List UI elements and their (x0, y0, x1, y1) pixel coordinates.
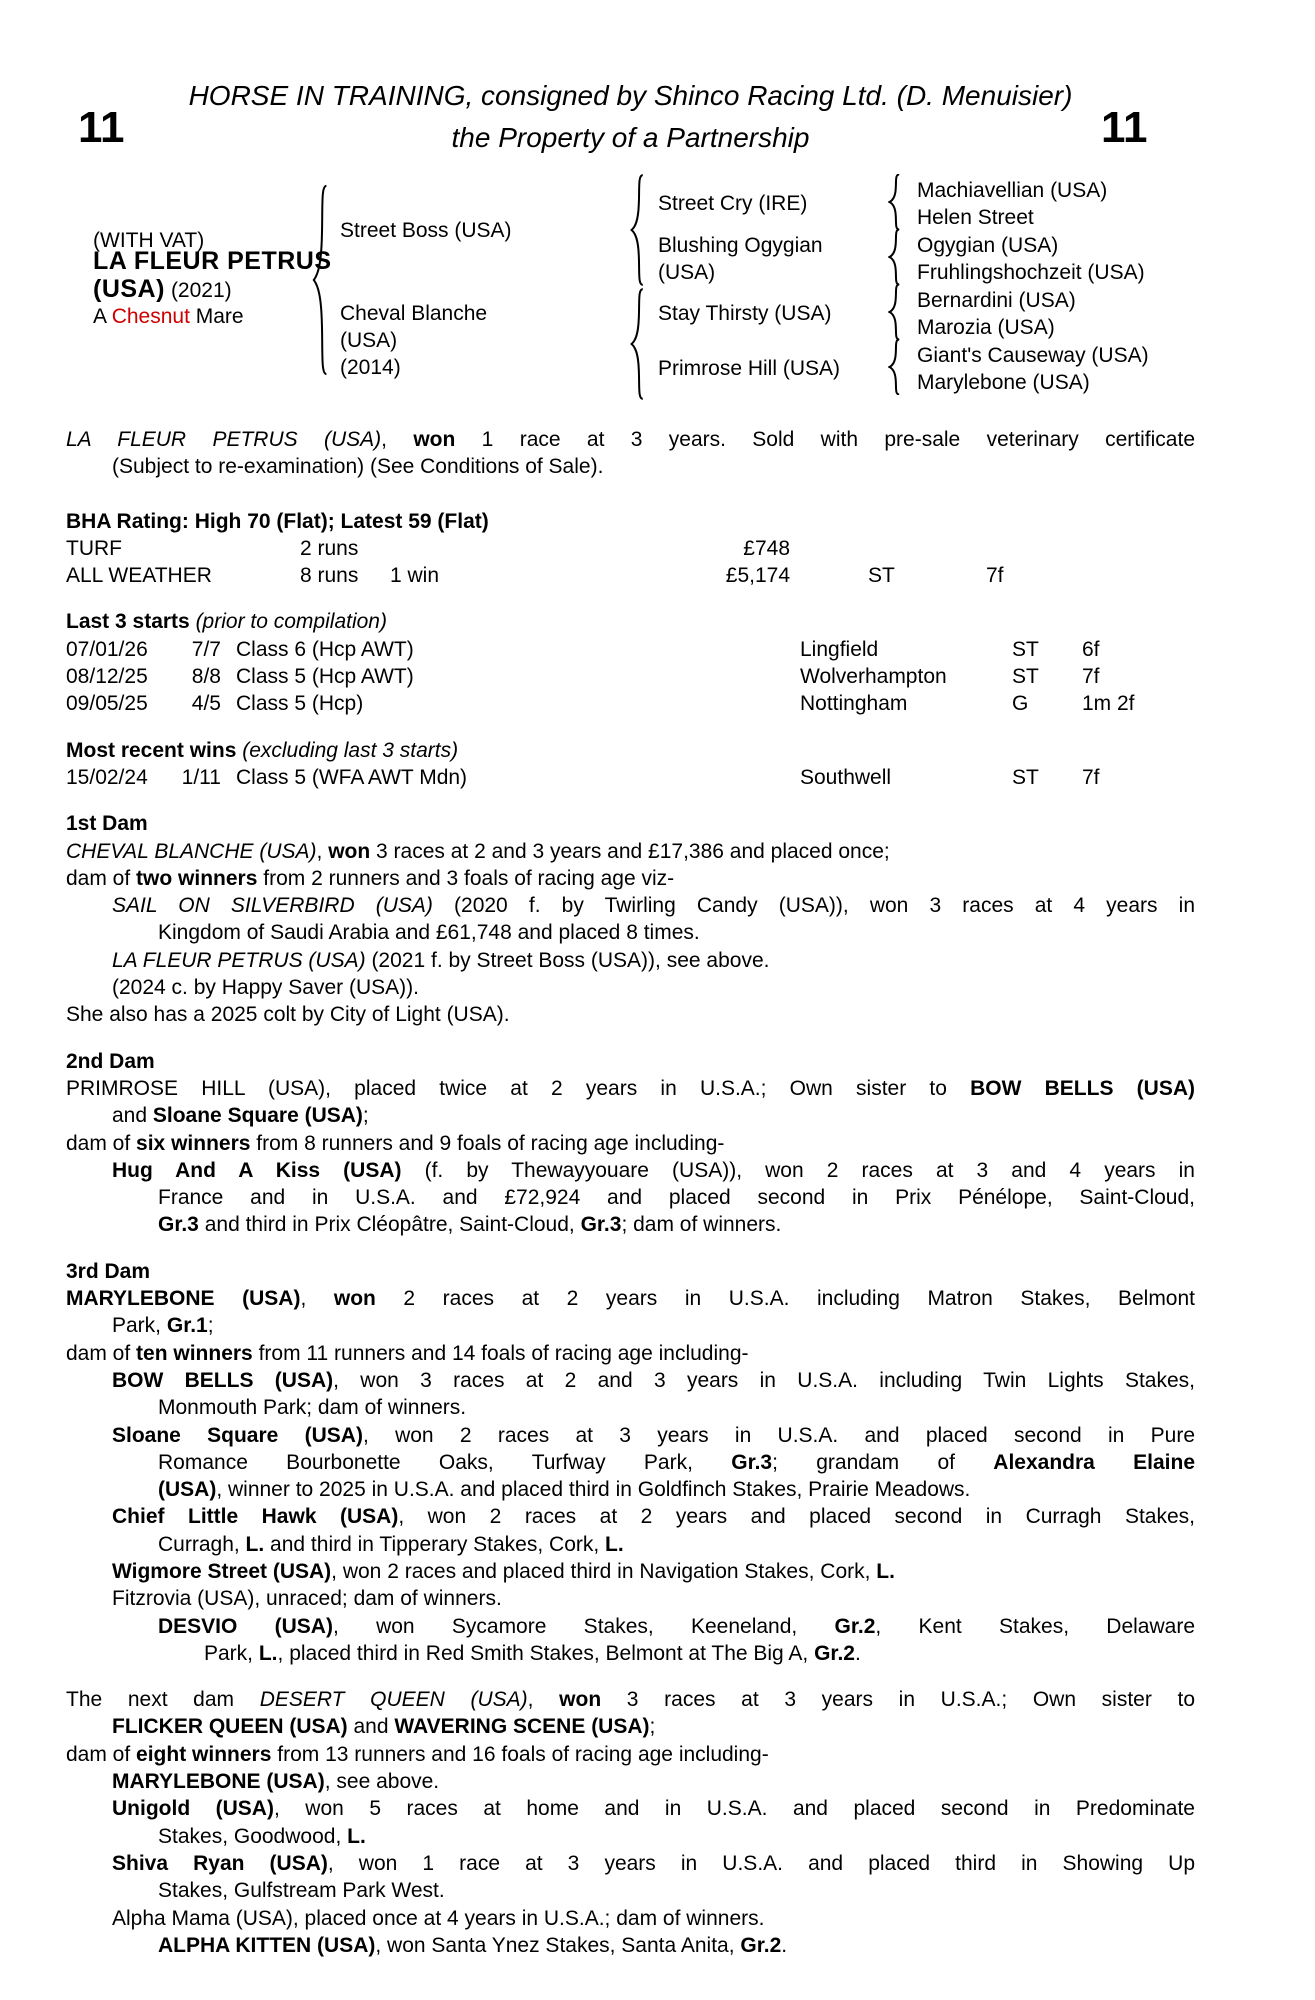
text-segment: ; (649, 1715, 656, 1739)
pedigree-gsire2: Stay Thirsty (USA) (658, 302, 832, 325)
table-cell: 7/7 (191, 637, 221, 661)
text-segment: , placed third in Red Smith Stakes, Belmont at The Big A, (277, 1641, 815, 1665)
text-segment: , won 1 race at 3 years in U.S.A. and placed third in Showing Up (327, 1851, 1195, 1875)
sex-suffix: Mare (189, 305, 244, 328)
text-segment: dam of (66, 1131, 137, 1155)
text-segment: , (300, 1287, 334, 1311)
text-segment: She also has a 2025 colt by City of Light (USA). (66, 1003, 510, 1027)
text-segment: BOW BELLS (USA) (112, 1368, 334, 1392)
body-line (66, 1075, 1195, 1102)
text-segment: won (559, 1688, 602, 1712)
body-line (66, 1850, 1195, 1877)
text-segment: dam of (66, 1742, 137, 1766)
text-segment: (Subject to re-examination) (See Conditions of Sale). (112, 455, 604, 479)
text-segment: 1st Dam (66, 812, 148, 836)
table-cell: 6f (1082, 637, 1100, 661)
text-segment: MARYLEBONE (USA) (66, 1287, 301, 1311)
table-cell: 8/8 (191, 665, 221, 689)
body-line (66, 1932, 1195, 1959)
body-line (66, 1258, 1195, 1285)
body-line (66, 1001, 1195, 1028)
table-cell: ST (868, 564, 895, 588)
pedigree-brace-gg3 (888, 284, 902, 340)
pedigree-dam-line3: (2014) (340, 356, 401, 379)
text-segment: Gr.3 (731, 1450, 773, 1474)
table-cell: ALL WEATHER (66, 564, 212, 588)
text-segment: 3 races at 3 years in U.S.A.; Own sister to (601, 1688, 1195, 1712)
body-line (66, 1905, 1195, 1932)
property-line: the Property of a Partnership (451, 122, 810, 153)
text-segment: BOW BELLS (USA) (970, 1076, 1195, 1100)
text-segment: ; dam of winners. (621, 1213, 782, 1237)
sex-prefix: A (93, 305, 112, 328)
text-segment: PRIMROSE HILL (USA), placed twice at 2 years in U.S.A.; Own sister to (66, 1076, 971, 1100)
table-cell: 7f (1082, 665, 1100, 689)
text-segment: (prior to compilation) (189, 610, 387, 634)
pedigree-brace-gg2 (888, 229, 902, 285)
text-segment: from 8 runners and 9 foals of racing age including- (250, 1131, 725, 1155)
pedigree-brace-gg1 (888, 174, 902, 230)
body-line (66, 1048, 1195, 1075)
table-row (66, 562, 1195, 589)
text-segment: Shiva Ryan (USA) (112, 1851, 328, 1875)
text-segment: . (854, 1641, 861, 1665)
text-segment: , (527, 1688, 560, 1712)
text-segment: ALPHA KITTEN (USA) (158, 1933, 376, 1957)
text-segment: Fitzrovia (USA), unraced; dam of winners. (112, 1587, 502, 1611)
text-segment: , (381, 428, 414, 451)
text-segment: and third in Tipperary Stakes, Cork, (264, 1532, 606, 1556)
body-line (66, 737, 1195, 764)
pedigree-gg-6: Marozia (USA) (917, 316, 1055, 339)
text-segment: France and in U.S.A. and £72,924 and placed second in Prix Pénélope, Saint-Cloud, (158, 1186, 1195, 1210)
table-cell: Class 5 (Hcp) (236, 692, 364, 716)
text-segment: , won 3 races at 2 and 3 years in U.S.A. including Twin Lights Stakes, (333, 1368, 1196, 1392)
pedigree-gg-1: Machiavellian (USA) (917, 179, 1108, 202)
text-segment: 3rd Dam (66, 1259, 151, 1283)
horse-sex-line (93, 303, 244, 330)
text-segment: Sloane Square (USA) (152, 1104, 363, 1128)
table-cell: 1/11 (181, 765, 221, 789)
body-line (66, 1741, 1195, 1768)
body-line (66, 1367, 1195, 1394)
text-segment: from 2 runners and 3 foals of racing age viz- (257, 866, 675, 890)
body-line (66, 608, 1195, 635)
text-segment: ; (362, 1104, 369, 1128)
body-line (66, 1394, 1195, 1421)
text-segment: won (333, 1287, 376, 1311)
body-line (66, 1211, 1195, 1238)
body-line (66, 1184, 1195, 1211)
table-cell: 7f (986, 564, 1004, 588)
pedigree-brace-gg4 (888, 339, 902, 395)
text-segment: from 11 runners and 14 foals of racing age including- (252, 1341, 749, 1365)
horse-colour: Chesnut (111, 305, 190, 328)
text-segment: Gr.1 (166, 1314, 208, 1338)
text-segment: , won Santa Ynez Stakes, Santa Anita, (375, 1933, 741, 1957)
vat-note: (WITH VAT) (93, 229, 205, 252)
lot-number-left: 11 (78, 103, 125, 152)
text-segment: dam of (66, 1341, 137, 1365)
text-segment: Kingdom of Saudi Arabia and £61,748 and placed 8 times. (158, 921, 700, 945)
text-segment: ; grandam of (772, 1450, 994, 1474)
table-row (66, 636, 1195, 663)
table-cell: G (1012, 692, 1029, 716)
text-segment: Park, (204, 1641, 259, 1665)
body-line (66, 865, 1195, 892)
table-cell: 7f (1082, 765, 1100, 789)
pedigree-gdam2: Primrose Hill (USA) (658, 357, 841, 380)
table-cell: 07/01/26 (66, 637, 148, 661)
text-segment: , see above. (324, 1770, 440, 1794)
text-segment: , (316, 839, 329, 863)
consignor-line: HORSE IN TRAINING, consigned by Shinco Racing Ltd. (D. Menuisier) (188, 80, 1073, 111)
body-line (66, 1449, 1195, 1476)
text-segment: Gr.3 (580, 1213, 622, 1237)
horse-name: LA FLEUR PETRUS (93, 247, 332, 275)
text-segment: (excluding last 3 starts) (236, 738, 459, 762)
horse-suffix-year (93, 276, 232, 304)
body-line (66, 974, 1195, 1001)
text-segment: . (781, 1933, 788, 1957)
pedigree-gsire1: Street Cry (IRE) (658, 192, 808, 215)
text-segment: Chief Little Hawk (USA) (112, 1505, 399, 1529)
table-cell: 08/12/25 (66, 665, 148, 689)
body-line (66, 1686, 1195, 1713)
table-cell: Nottingham (800, 692, 908, 716)
table-cell: Southwell (800, 765, 892, 789)
text-segment: The next dam (66, 1688, 260, 1712)
table-cell: 1 win (390, 564, 440, 588)
text-segment: Romance Bourbonette Oaks, Turfway Park, (158, 1450, 732, 1474)
horse-year: (2021) (170, 279, 232, 302)
table-cell: £5,174 (725, 564, 790, 588)
body-line (66, 453, 1195, 480)
table-cell: 4/5 (191, 692, 221, 716)
text-segment: (2024 c. by Happy Saver (USA)). (112, 976, 419, 1000)
text-segment: and (347, 1715, 395, 1739)
text-segment: , won 2 races and placed third in Navigation Stakes, Cork, (331, 1559, 877, 1583)
text-segment: CHEVAL BLANCHE (USA) (66, 839, 317, 863)
text-segment: L. (876, 1559, 895, 1583)
body-line (66, 1102, 1195, 1129)
table-cell: Class 6 (Hcp AWT) (236, 637, 414, 661)
text-segment: Curragh, (158, 1532, 246, 1556)
text-segment: Last 3 starts (66, 610, 190, 634)
table-cell: 15/02/24 (66, 765, 148, 789)
body-line (66, 892, 1195, 919)
table-row (66, 663, 1195, 690)
body-line (66, 947, 1195, 974)
text-segment: (f. by Thewayyouare (USA)), won 2 races at 3 and 4 years in (401, 1158, 1195, 1182)
body-line (66, 1157, 1195, 1184)
text-segment: from 13 runners and 16 foals of racing age including- (271, 1742, 769, 1766)
body (66, 426, 1195, 1959)
pedigree-gg-7: Giant's Causeway (USA) (917, 344, 1149, 367)
pedigree-gg-2: Helen Street (917, 206, 1034, 229)
text-segment: ; (207, 1314, 214, 1338)
text-segment: LA FLEUR PETRUS (USA) (112, 948, 366, 972)
body-line (66, 1531, 1195, 1558)
text-segment: Monmouth Park; dam of winners. (158, 1396, 467, 1420)
pedigree-gdam1-line2: (USA) (658, 261, 716, 284)
body-line (66, 1823, 1195, 1850)
body-line (66, 1640, 1195, 1667)
text-segment: and third in Prix Cléopâtre, Saint-Cloud, (198, 1213, 581, 1237)
text-segment: Alexandra Elaine (993, 1450, 1195, 1474)
text-segment: (2021 f. by Street Boss (USA)), see above. (365, 948, 770, 972)
text-segment: , won Sycamore Stakes, Keeneland, (332, 1614, 835, 1638)
table-cell: 2 runs (300, 536, 359, 560)
text-segment: Gr.2 (740, 1933, 782, 1957)
body-line (66, 1585, 1195, 1612)
text-segment: (USA) (158, 1478, 217, 1502)
table-row (66, 764, 1195, 791)
text-segment: Sloane Square (USA) (112, 1423, 363, 1447)
text-segment: L. (605, 1532, 624, 1556)
table-cell: ST (1012, 665, 1039, 689)
text-segment: L. (245, 1532, 265, 1556)
body-line (66, 1877, 1195, 1904)
table-row (66, 690, 1195, 717)
table-cell: Class 5 (Hcp AWT) (236, 665, 414, 689)
table-cell: £748 (743, 536, 790, 560)
body-line (66, 838, 1195, 865)
text-segment: SAIL ON SILVERBIRD (USA) (112, 894, 433, 918)
pedigree-gg-3: Ogygian (USA) (917, 234, 1059, 257)
pedigree-gg-8: Marylebone (USA) (917, 371, 1090, 394)
table-cell: 1m 2f (1082, 692, 1135, 716)
text-segment: won (328, 839, 371, 863)
text-segment: eight winners (136, 1742, 272, 1766)
body-line (66, 426, 1195, 453)
body-line (66, 1713, 1195, 1740)
body-line (66, 1476, 1195, 1503)
text-segment: MARYLEBONE (USA) (112, 1770, 325, 1794)
text-segment: DESERT QUEEN (USA) (259, 1688, 528, 1712)
body-line (66, 1312, 1195, 1339)
text-segment: six winners (136, 1131, 251, 1155)
table-cell: Lingfield (800, 637, 879, 661)
body-line (66, 919, 1195, 946)
text-segment: 3 races at 2 and 3 years and £17,386 and placed once; (370, 839, 890, 863)
pedigree-sire: Street Boss (USA) (340, 219, 512, 242)
text-segment: 2 races at 2 years in U.S.A. including Matron Stakes, Belmont (375, 1287, 1196, 1311)
text-segment: L. (258, 1641, 278, 1665)
text-segment: , Kent Stakes, Delaware (875, 1614, 1196, 1638)
text-segment: LA FLEUR PETRUS (USA) (66, 428, 382, 451)
body-line (66, 1613, 1195, 1640)
body-line (66, 810, 1195, 837)
body-line (66, 1558, 1195, 1585)
text-segment: (2020 f. by Twirling Candy (USA)), won 3 races at 4 years in (432, 894, 1196, 918)
pedigree-brace-dam (630, 288, 646, 400)
text-segment: two winners (136, 866, 258, 890)
pedigree-brace-main (312, 184, 330, 376)
body-line (66, 1340, 1195, 1367)
text-segment: Gr.3 (158, 1213, 199, 1237)
pedigree-dam-line2: (USA) (340, 329, 398, 352)
body-line (66, 1768, 1195, 1795)
text-segment: 1 race at 3 years. Sold with pre-sale veterinary certificate (455, 428, 1195, 451)
body-line (66, 1422, 1195, 1449)
text-segment: Stakes, Goodwood, (158, 1824, 348, 1848)
pedigree-gdam1-line1: Blushing Ogygian (658, 234, 823, 257)
body-line (66, 1795, 1195, 1822)
text-segment: FLICKER QUEEN (USA) (112, 1715, 348, 1739)
text-segment: Stakes, Gulfstream Park West. (158, 1879, 445, 1903)
table-cell: ST (1012, 765, 1039, 789)
body-line (66, 1503, 1195, 1530)
text-segment: 2nd Dam (66, 1049, 155, 1073)
text-segment: WAVERING SCENE (USA) (394, 1715, 650, 1739)
text-segment: Most recent wins (66, 738, 237, 762)
pedigree-gg-5: Bernardini (USA) (917, 289, 1076, 312)
text-segment: Hug And A Kiss (USA) (112, 1158, 402, 1182)
table-cell: 09/05/25 (66, 692, 148, 716)
text-segment: Unigold (USA) (112, 1797, 274, 1821)
text-segment: dam of (66, 866, 137, 890)
lot-number-right: 11 (1101, 103, 1148, 152)
text-segment: Gr.2 (814, 1641, 855, 1665)
text-segment: BHA Rating: High 70 (Flat); Latest 59 (Flat) (66, 509, 489, 533)
body-line (66, 1285, 1195, 1312)
table-cell: 8 runs (300, 564, 359, 588)
table-cell: Wolverhampton (800, 665, 947, 689)
text-segment: ten winners (136, 1341, 253, 1365)
text-segment: Alpha Mama (USA), placed once at 4 years in U.S.A.; dam of winners. (112, 1906, 765, 1930)
table-row (66, 535, 1195, 562)
text-segment: Gr.2 (834, 1614, 876, 1638)
text-segment: , winner to 2025 in U.S.A. and placed third in Goldfinch Stakes, Prairie Meadows. (216, 1478, 971, 1502)
pedigree-table (66, 172, 1246, 417)
text-segment: , won 5 races at home and in U.S.A. and placed second in Predominate (273, 1797, 1195, 1821)
text-segment: , won 2 races at 3 years in U.S.A. and placed second in Pure (362, 1423, 1195, 1447)
pedigree-gg-4: Fruhlingshochzeit (USA) (917, 261, 1145, 284)
pedigree-brace-sire (630, 174, 646, 286)
table-cell: Class 5 (WFA AWT Mdn) (236, 765, 468, 789)
pedigree-dam-line1: Cheval Blanche (340, 302, 488, 325)
text-segment: won (413, 428, 456, 451)
text-segment: Park, (112, 1314, 167, 1338)
table-cell: ST (1012, 637, 1039, 661)
text-segment: L. (347, 1824, 366, 1848)
text-segment: DESVIO (USA) (158, 1614, 333, 1638)
text-segment: and (112, 1104, 153, 1128)
text-segment: Wigmore Street (USA) (112, 1559, 332, 1583)
horse-suffix: (USA) (93, 275, 165, 303)
table-cell: TURF (66, 536, 122, 560)
text-segment: , won 2 races at 2 years and placed second in Curragh Stakes, (398, 1505, 1195, 1529)
body-line (66, 508, 1195, 535)
body-line (66, 1130, 1195, 1157)
